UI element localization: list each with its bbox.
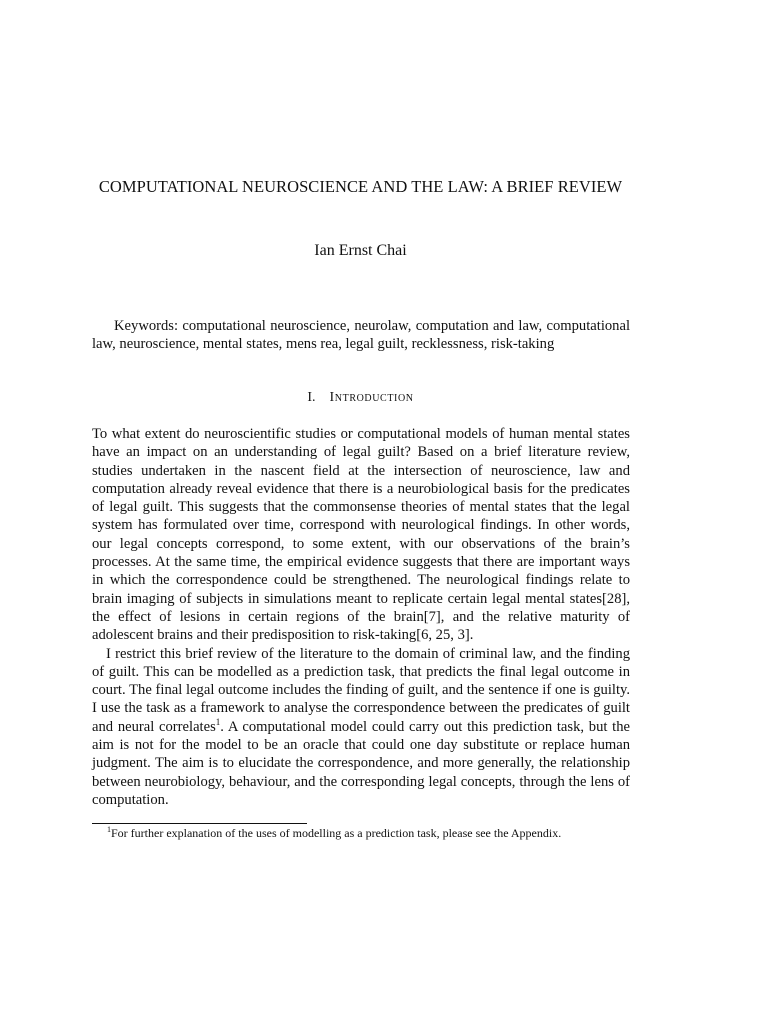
footnote-text: For further explanation of the uses of modelling as a prediction task, please see the Appendix. [111,826,562,840]
paragraph-2 [92,645,630,810]
footnote-reference[interactable]: 1 [215,716,221,727]
keywords-paragraph: Keywords: computational neuroscience, neurolaw, computation and law, computational law, neuroscience, mental states, mens rea, legal guilt, recklessness, risk-taking [92,318,630,353]
paper-title: COMPUTATIONAL NEUROSCIENCE AND THE LAW: A BRIEF REVIEW [98,177,623,196]
footnote-marker: 1 [107,825,111,834]
section-number: I. [307,390,316,405]
section-heading [90,389,631,407]
paragraph-1: To what extent do neuroscientific studies or computational models of human mental states have an impact on an understanding of legal guilt? Based on a brief literature review, studies undertaken in the nascent field at the intersection of neuroscience, law and computation already reveal evidence that there is a neurobiological basis for the predicates of legal guilt. This suggests that the commonsense theories of mental states that the legal system has formulated over time, correspond with neurological findings. In other words, our legal concepts correspond, to some extent, with our observations of the brain’s processes. At the same time, the empirical evidence suggests that there are important ways in which the correspondence could be strengthened. The neurological findings relate to brain imaging of subjects in simulations meant to replicate certain legal mental states[28], the effect of lesions in certain regions of the brain[7], and the relative maturity of adolescent brains and their predisposition to risk-taking[6, 25, 3]. [92,426,630,644]
footnote-divider [92,823,307,824]
footnote [107,826,627,841]
paragraph-2-text-before: I restrict this brief review of the literature to the domain of criminal law, and the finding of guilt. This can be modelled as a prediction task, that predicts the final legal outcome in court. The final legal outcome includes the finding of guilt, and the sentence if one is guilty. I use the task as a framework to analyse the correspondence between the predicates of guilt and neural correlates [92,645,630,735]
section-name: Introduction [329,390,414,405]
author-name: Ian Ernst Chai [314,242,407,259]
body-text [92,425,630,809]
paragraph-2-text-after: . A computational model could carry out this prediction task, but the aim is not for the model to be an oracle that could one day substitute or replace human judgment. The aim is to elucidate the correspondence, and more generally, the relationship between neurobiology, behaviour, and the corresponding legal concepts, through the lens of computation. [92,718,631,808]
